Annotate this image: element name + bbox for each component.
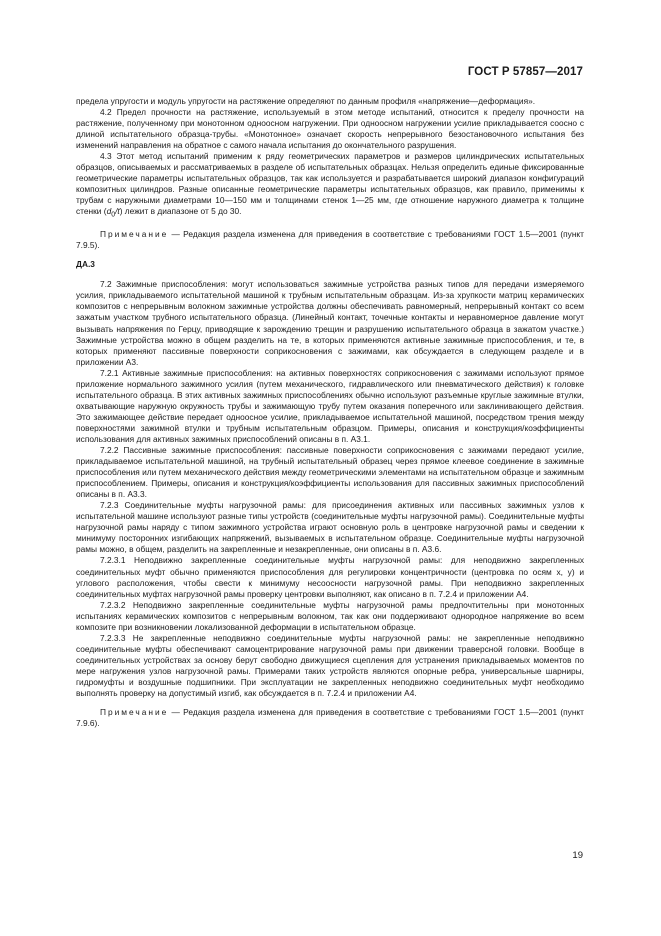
var-t: /t <box>115 206 120 217</box>
var-d-subscript: 0 <box>111 212 116 220</box>
var-d: d <box>106 206 112 217</box>
paragraph-7-2-2: 7.2.2 Пассивные зажимные приспособления: пассивные поверхности соприкосновения с зажимами передают усилие, прикладываемое испытательной машиной, на трубный испытательный образец через прямое клеевое соединение в зажимные приспособления или путем механического действия между геометрическими элементами на испытательном образце и зажимным приспособлением. Примеры, описания и конструкция/коэффициенты использования для пассивных зажимных приспособлений описаны в п. А3.3. <box>76 445 584 500</box>
note-1 <box>76 229 584 251</box>
paragraph-7-2-3-1: 7.2.3.1 Неподвижно закрепленные соединительные муфты нагрузочной рамы: для неподвижно закрепленных соединительных муфт обычно применяются приспособления для регулировки концентричности (центровка по осям x, y) и углового расположения, чтобы свести к минимуму несоосности нагрузочной рамы. При неподвижно закрепленных соединительных муфтах нагрузочной рамы проверку центровки выполняют, как описано в п. 7.2.4 и приложении А4. <box>76 555 584 599</box>
note-1-label: Примечание <box>100 229 169 240</box>
note-2-text: — Редакция раздела изменена для приведения в соответствие с требованиями ГОСТ 1.5—2001 (пункт 7.9.6). <box>76 707 584 729</box>
paragraph-7-2-3-3: 7.2.3.3 Не закрепленные неподвижно соединительные муфты нагрузочной рамы: не закрепленные неподвижно соединительные муфты обеспечивают самоцентрирование нагрузочной рамы при движении траверсной головки. Вообще в соединительных устройствах за основу берут свободно движущиеся сцепления для устранения прикладываемых моментов по мере нагружения узлов нагрузочной рамы. Примерами таких устройств являются опорные ребра, универсальные шарниры, гидромуфты и воздушные подшипники. При эксплуатации не закрепленных неподвижно соединительных муфт необходимо выполнять проверку на допустимый изгиб, как обсуждается в п. 7.2.4 и приложении А4. <box>76 632 584 699</box>
note-1-text: — Редакция раздела изменена для приведения в соответствие с требованиями ГОСТ 1.5—2001 (пункт 7.9.5). <box>76 229 584 251</box>
note-2-label: Примечание <box>100 707 169 718</box>
paragraph-4-3-text-b: ) лежит в диапазоне от 5 до 30. <box>119 206 242 217</box>
document-body <box>76 96 584 729</box>
paragraph-7-2-3: 7.2.3 Соединительные муфты нагрузочной рамы: для присоединения активных или пассивных зажимных узлов к испытательной машине используют разные типы устройств (соединительные муфты нагрузочной рамы). Соединительные муфты нагрузочной рамы наряду с типом зажимного устройства играют основную роль в центровке нагрузочной рамы и сведении к минимуму посторонних изгибающих напряжений, вызываемых в испытательном образце. Соединительные муфты нагрузочной рамы можно, в общем, разделить на закрепленные и незакрепленные, они описаны в п. А3.6. <box>76 500 584 555</box>
paragraph-7-2-3-2: 7.2.3.2 Неподвижно закрепленные соединительные муфты нагрузочной рамы предпочтительны при монотонных испытаниях керамических композитов с непрерывным волокном, так как они поддерживают однородное напряжение во всем композите при возникновении локализованной деформации в испытательном образце. <box>76 599 584 632</box>
page-number: 19 <box>572 850 583 861</box>
paragraph-7-2: 7.2 Зажимные приспособления: могут использоваться зажимные устройства разных типов для передачи измеряемого усилия, прикладываемого испытательной машиной к трубным испытательным образцам. Из-за хрупкости матриц керамических композитов с непрерывным волокном зажимные устройства должны обеспечивать равномерный, непрерывный контакт со всем зажатым участком трубного испытательного образца. (Линейный контакт, точечные контакты и неравномерное давление могут вызывать напряжения по Герцу, приводящие к зарождению трещин и разрушению испытательного образца в зажатом участке.) Зажимные устройства можно в общем разделить на те, в которых применяются активные зажимные приспособления, и те, в которых применяют пассивные поверхности соприкосновения с зажимами, как обсуждается в следующем разделе и в приложении А3. <box>76 279 584 367</box>
paragraph-continuation: предела упругости и модуль упругости на растяжение определяют по данным профиля «напряжение—деформация». <box>76 96 536 106</box>
paragraph-4-2: 4.2 Предел прочности на растяжение, используемый в этом методе испытаний, относится к пределу прочности на растяжение, полученному при монотонном одноосном нагружении. При одноосном нагружении усилие прикладывается соосно с длиной испытательного образца-трубы. «Монотонное» означает скорость непрерывного безостановочного испытания без изменений направления на обратное с самого начала испытания до окончательного разрушения. <box>76 107 584 151</box>
document-header: ГОСТ Р 57857—2017 <box>467 66 583 78</box>
paragraph-4-3 <box>76 151 584 221</box>
paragraph-7-2-1: 7.2.1 Активные зажимные приспособления: на активных поверхностях соприкосновения с зажимами используют прямое приложение нормального зажимного усилия (путем механического, гидравлического или пневматического действия) к головке испытательного образца. В этих активных зажимных приспособлениях обычно используют разъемные круглые зажимные втулки, охватывающие наружную окружность трубы и зажимающую трубу путем оказания поперечного или заклинивающего действия. Это зажимающее действие передает одноосное усилие, прикладываемое испытательной машиной, посредством трения между поверхностями зажимной втулки и трубным испытательным образцом. Примеры, описания и конструкция/коэффициенты использования для активных зажимных приспособлений описаны в п. А3.1. <box>76 367 584 444</box>
note-2 <box>76 707 584 729</box>
paragraph-4-3-text-a: 4.3 Этот метод испытаний применим к ряду геометрических параметров и размеров цилиндрических испытательных образцов, описываемых и рассматриваемых в разделе об испытательных образцах. Нельзя определить единые фиксированные геометрические параметры испытательных образцов, так как используется и разрабатывается широкий диапазон конфигураций композитных цилиндров. Разные описанные геометрические параметры испытательных образцов, как правило, применимы к трубам с наружными диаметрами 10—150 мм и толщинами стенок 1—25 мм, где отношение наружного диаметра к толщине стенки ( <box>76 151 584 217</box>
section-heading-da3: ДА.3 <box>76 259 95 270</box>
